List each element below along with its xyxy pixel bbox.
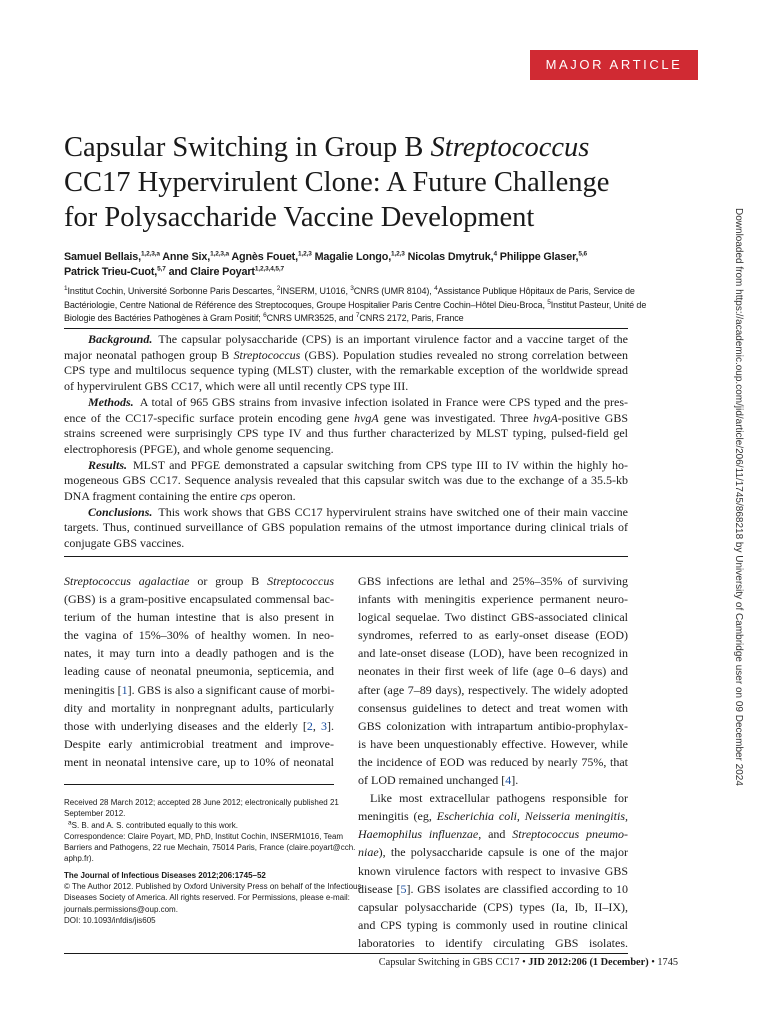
abstract-text: This work shows that GBS CC17 hypervirulent strains have switched one of their main vaccine — [158, 504, 628, 519]
affiliation-marker: 4 — [434, 285, 438, 292]
footnote-received: September 2012. — [64, 809, 126, 819]
body-text: Streptococcus agalactiae — [64, 574, 190, 588]
download-watermark: Downloaded from https://academic.oup.com/jid/article/206/11/1745/868218 by University of Cambridge user on 09 December 2024 — [733, 208, 744, 786]
body-line: dity and mortality in nonpregnant adults, particularly — [64, 700, 334, 715]
affiliation-text: Institut Cochin, Université Sorbonne Paris Descartes, — [67, 286, 277, 296]
body-line — [64, 717, 334, 735]
abstract-bottom-rule — [64, 556, 628, 557]
footnotes — [64, 797, 362, 926]
body-line: infants with meningitis experience permanent neuro- — [358, 592, 628, 607]
abstract-section-heading: Background. — [88, 332, 153, 346]
body-line: (GBS) is a gram-positive encapsulated commensal bac- — [64, 592, 334, 607]
body-line: the incidence of EOD was reduced by nearly 75%, that — [358, 754, 628, 769]
abstract-line: conjugate GBS vaccines. — [64, 536, 185, 551]
author-name: Agnès Fouet, — [231, 251, 298, 263]
abstract-text: major neonatal pathogen group B — [64, 347, 234, 362]
body-line: after (age 7–89 days), respectively. The widely adopted — [358, 682, 628, 697]
abstract-text: cps — [240, 489, 257, 504]
abstract-top-rule — [64, 328, 628, 329]
body-line — [358, 807, 628, 825]
abstract-line: electrophoresis (PFGE), and whole genome sequencing. — [64, 441, 334, 456]
running-footer-journal: JID 2012:206 (1 December) — [528, 957, 649, 968]
affiliation-marker: 5 — [547, 298, 551, 306]
body-text: ]. — [511, 773, 519, 788]
body-line: known virulence factors with respect to invasive GBS — [358, 863, 628, 878]
abstract-text: A total of 965 GBS strains from invasive infection isolated in France were CPS typed and the pres- — [139, 394, 628, 409]
abstract-line — [64, 411, 628, 427]
running-footer — [379, 956, 678, 970]
author-name: Samuel Bellais, — [64, 251, 141, 263]
affiliation-marker: 7 — [355, 312, 360, 319]
body-line: syndromes, referred to as early-onset disease (EOD) — [358, 628, 628, 643]
footnote-doi-link[interactable]: DOI: 10.1093/infdis/jis605 — [64, 915, 156, 925]
abstract-line: CPS type and multilocus sequence typing (MLST) cluster, with the remarkable exception of the worldwide spread — [64, 363, 628, 378]
abstract-text: ence of the CC17-specific surface protein encoding gene — [64, 410, 355, 425]
body-text: meningitis [ — [64, 682, 122, 697]
footnote-copyright: Diseases Society of America. All rights reserved. For Permissions, please e-mail: — [64, 893, 350, 903]
abstract-line — [64, 348, 628, 364]
affiliation-marker: 2 — [276, 285, 281, 292]
body-line: the vagina of 15%–30% of healthy women. In neo- — [64, 628, 334, 643]
author-name: Anne Six, — [162, 251, 211, 263]
affiliation-text: CNRS UMR3525, and — [266, 313, 356, 323]
footnote-copyright: © The Author 2012. Published by Oxford University Press on behalf of the Infectious — [64, 882, 362, 892]
title-text: CC17 Hypervirulent Clone: A Future Challenge — [64, 167, 610, 198]
footnote-text: S. B. and A. S. contributed equally to this work. — [71, 820, 238, 830]
affiliation-marker: 3 — [350, 285, 354, 292]
abstract-line — [64, 489, 628, 505]
affiliations — [64, 285, 647, 326]
abstract-text: operon. — [256, 489, 296, 504]
abstract-text: (GBS). Population studies revealed no strong correlation between — [300, 347, 628, 362]
body-line: ment in neonatal intensive care, up to 10% of neonatal — [64, 754, 334, 769]
abstract-line — [64, 458, 628, 474]
body-text: Streptococcus — [267, 574, 334, 588]
citation-link[interactable]: 3 — [321, 718, 327, 733]
body-line: logical sequelae. Two distinct GBS-associated clinical — [358, 610, 628, 625]
body-line: consensus guidelines to detect and treat women with — [358, 700, 628, 715]
title-text: for Polysaccharide Vaccine Development — [64, 202, 535, 233]
abstract-text: Streptococcus — [233, 347, 301, 362]
citation-link[interactable]: 1 — [121, 682, 128, 697]
article-type-badge: MAJOR ARTICLE — [530, 50, 698, 80]
body-text: Escherichia coli, Neisseria meningitis, — [436, 809, 628, 824]
body-text: meningitis (eg, — [358, 809, 437, 824]
abstract-text: DNA fragment containing the entire — [64, 489, 241, 504]
body-line: nates, it may turn into a deadly pathogen and is the — [64, 646, 334, 661]
author-affiliation-marker: 1,2,3,4,5,7 — [254, 265, 284, 273]
citation-link[interactable]: 2 — [306, 718, 313, 733]
body-line: leading cause of neonatal pneumonia, septicemia, and — [64, 664, 334, 679]
author-name: Magalie Longo, — [314, 251, 392, 263]
body-column-left — [64, 572, 334, 771]
body-line — [358, 880, 628, 898]
footnote-email-link[interactable]: journals.permissions@oup.com. — [64, 904, 178, 914]
article-title — [64, 130, 644, 235]
affiliation-text: Assistance Publique Hôpitaux de Paris, Service de — [437, 286, 635, 296]
affiliation-marker: 6 — [263, 312, 267, 319]
abstract-line — [64, 332, 628, 348]
body-text: those with underlying diseases and the elderly [ — [64, 718, 307, 733]
bullet-separator: • — [651, 957, 655, 968]
author-name: Nicolas Dmytruk, — [407, 251, 494, 263]
author-affiliation-marker: 4 — [493, 250, 497, 258]
body-line: GBS colonization with intrapartum antibio-prophylax- — [358, 718, 628, 733]
affiliation-marker: 1 — [64, 285, 68, 292]
author-affiliation-marker: 5,6 — [578, 250, 587, 258]
abstract-text: MLST and PFGE demonstrated a capsular switching from CPS type III to IV within the highly ho- — [133, 457, 628, 472]
body-line — [358, 843, 628, 861]
body-line: neonates in their first week of life (age 0–6 days) and — [358, 664, 628, 679]
author-affiliation-marker: 1,2,3,a — [210, 250, 229, 258]
abstract-text: The capsular polysaccharide (CPS) is an important virulence factor and a vaccine target of the — [158, 332, 628, 346]
body-line: GBS infections are lethal and 25%–35% of surviving — [358, 574, 628, 588]
author-name: and Claire Poyart — [168, 266, 255, 278]
affiliation-text: CNRS (UMR 8104), — [353, 286, 435, 296]
body-line: and CPS typing is commonly used in routine clinical — [358, 917, 628, 932]
affiliation-text: CNRS 2172, Paris, France — [359, 313, 464, 323]
body-text: ]. GBS is also a significant cause of morbi- — [127, 682, 335, 697]
footnote-journal-citation: The Journal of Infectious Diseases 2012;206:1745–52 — [64, 870, 266, 880]
body-line: Despite early antimicrobial treatment and improve- — [64, 736, 334, 751]
bullet-separator: • — [522, 957, 526, 968]
abstract-line — [64, 505, 628, 521]
body-line — [358, 825, 628, 843]
body-text: Haemophilus influenzae — [358, 827, 479, 842]
affiliation-text: INSERM, U1016, — [280, 286, 351, 296]
body-text: disease [ — [358, 881, 401, 896]
abstract-text: -positive GBS — [557, 410, 628, 425]
affiliation-text: Bactériologie, Centre National de Référence des Streptocoques, Groupe Hospitalier Paris Centre Cochin–Hôtel Dieu-Broca, — [64, 299, 548, 310]
body-line: and late-onset disease (LOD), have been recognized in — [358, 646, 628, 661]
abstract-text: gene was investigated. Three — [378, 410, 534, 425]
body-line: capsular polysaccharide (CPS) types (Ia, Ib, II–IX), — [358, 899, 628, 914]
body-text: ]. — [327, 718, 334, 733]
author-list — [64, 250, 644, 280]
body-column-right — [358, 572, 628, 952]
footnote-rule — [64, 784, 334, 785]
body-text: Streptococcus pneumo- — [512, 827, 629, 842]
body-line — [358, 771, 628, 789]
title-text: Capsular Switching in Group B — [64, 132, 431, 163]
abstract-section-heading: Conclusions. — [88, 504, 153, 519]
footnote-correspondence: aphp.fr). — [64, 854, 94, 864]
body-line: is have been unquestionably effective. However, while — [358, 736, 628, 751]
body-text: ), the polysaccharide capsule is one of the major — [378, 845, 628, 860]
affiliation-text: Institut Pasteur, Unité de — [550, 299, 647, 310]
footnote-contribution — [64, 820, 334, 831]
abstract-line: targets. Thus, continued surveillance of GBS population remains of the utmost importance during clinical trials of — [64, 520, 628, 535]
footnote-correspondence: Barriers and Pathogens, 22 rue Mechain, 75014 Paris, France (claire.poyart@cch. — [64, 843, 356, 853]
abstract-line — [64, 395, 628, 411]
body-line: laboratories to identify circulating GBS isolates. — [358, 935, 628, 950]
citation-link[interactable]: 5 — [400, 881, 407, 896]
abstract-text: hvgA — [533, 410, 558, 425]
running-footer-title: Capsular Switching in GBS CC17 — [378, 957, 520, 968]
footnote-received: Received 28 March 2012; accepted 28 June 2012; electronically published 21 — [64, 798, 339, 807]
body-line — [64, 681, 334, 699]
body-text: ]. GBS isolates are classified according to 10 — [406, 881, 628, 896]
abstract-line: mogeneous GBS CC17. Sequence analysis revealed that this capsular switch was due to the exchange of a 35.5-kb — [64, 473, 628, 488]
body-line — [358, 789, 628, 807]
body-text: of LOD remained unchanged [ — [358, 773, 506, 788]
title-genus: Streptococcus — [430, 132, 590, 163]
body-text: or group B — [189, 574, 268, 588]
footnote-marker: a — [68, 818, 72, 826]
author-affiliation-marker: 1,2,3 — [297, 250, 312, 258]
abstract-line: strains screened were surprisingly CPS type IV and thus further characterized by MLST typing, pulsed-field gel — [64, 426, 628, 441]
abstract-section-heading: Methods. — [88, 394, 134, 409]
author-name: Patrick Trieu-Cuot, — [64, 266, 158, 278]
abstract — [64, 332, 628, 552]
body-line: terium of the human intestine that is also present in — [64, 610, 334, 625]
abstract-text: hvgA — [354, 410, 379, 425]
author-name: Philippe Glaser, — [499, 251, 579, 263]
abstract-line: of hypervirulent GBS CC17, which were all until recently CPS type III. — [64, 379, 409, 394]
footer-rule — [64, 953, 628, 954]
author-affiliation-marker: 1,2,3 — [391, 250, 405, 258]
citation-link[interactable]: 4 — [505, 773, 512, 788]
abstract-section-heading: Results. — [88, 457, 128, 472]
body-text: niae — [358, 845, 379, 860]
page-number: 1745 — [657, 957, 678, 968]
body-line — [64, 572, 334, 590]
author-affiliation-marker: 5,7 — [157, 265, 166, 273]
author-affiliation-marker: 1,2,3,a — [140, 250, 160, 258]
body-text: , and — [478, 827, 513, 842]
body-text: Like most extracellular pathogens responsible for — [370, 791, 628, 806]
body-text: , — [312, 718, 321, 733]
footnote-correspondence: Correspondence: Claire Poyart, MD, PhD, Institut Cochin, INSERM1016, Team — [64, 831, 344, 841]
affiliation-text: Biologie des Bactéries Pathogènes à Gram Positif; — [64, 313, 264, 323]
